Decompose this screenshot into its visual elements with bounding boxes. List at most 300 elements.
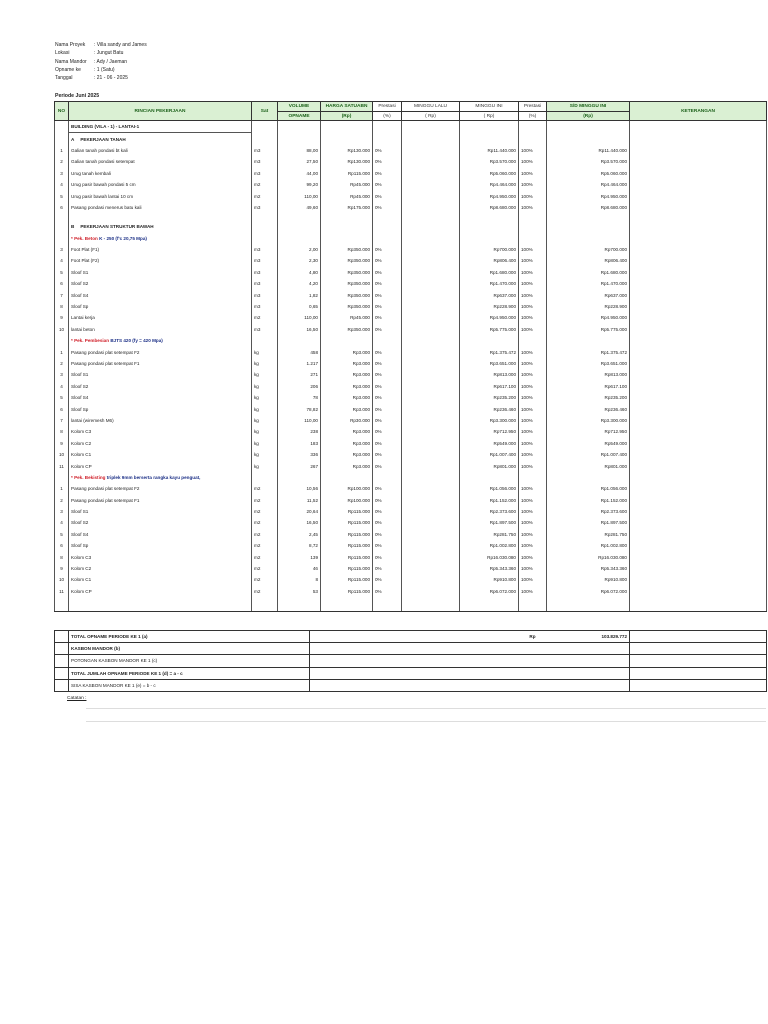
cell-ml [402, 312, 460, 323]
cell-mi: Rp1.470.000 [460, 278, 519, 289]
cell-desc: Urug pasir bawah lantai 10 cm [69, 190, 252, 201]
cell-desc: Sloof Sp [69, 301, 252, 312]
cell-p2: 100% [519, 574, 547, 585]
cell-p1: 0% [373, 495, 402, 506]
cell-harga: Rp3.000 [321, 346, 373, 357]
col-pct1-header: (%) [373, 112, 402, 121]
cell-mi: Rp281.750 [460, 529, 519, 540]
cell-no [55, 335, 69, 346]
info-value: : Jungut Batu [94, 50, 124, 57]
cell-desc: Sloof S2 [69, 278, 252, 289]
cell-mi [460, 233, 519, 244]
cell-sat: m2 [252, 179, 278, 190]
cell-mi: Rp806.400 [460, 255, 519, 266]
cell-sat: kg [252, 438, 278, 449]
building-title: BUILDING (VILA - 1) - LANTAI-1 [69, 121, 252, 133]
cell-ml [402, 517, 460, 528]
cell-sat: m2 [252, 190, 278, 201]
cell-p2 [519, 133, 547, 145]
summary-no [55, 679, 69, 691]
cell-p2: 100% [519, 156, 547, 167]
cell-sd: Rp235.200 [547, 392, 630, 403]
cell-ml [402, 179, 460, 190]
summary-no [55, 667, 69, 679]
cell-mi: Rp1.007.400 [460, 449, 519, 460]
cell-harga: Rp45.000 [321, 190, 373, 201]
cell-desc: Sloof Sp [69, 403, 252, 414]
cell-vol: 10,56 [278, 483, 321, 494]
cell-sd: Rp2.373.600 [547, 506, 630, 517]
col-keterangan-header: KETERANGAN [630, 102, 767, 121]
cell-harga: Rp3.000 [321, 449, 373, 460]
cell-sd: Rp5.775.000 [547, 324, 630, 335]
cell-desc: Sloof S1 [69, 267, 252, 278]
cell-desc: Sloof S4 [69, 289, 252, 300]
cell-mi: Rp637.000 [460, 289, 519, 300]
cell-sd: Rp6.072.000 [547, 586, 630, 597]
subsection-title [69, 335, 252, 346]
cell-p1: 0% [373, 506, 402, 517]
cell-p2: 100% [519, 381, 547, 392]
cell-desc [69, 213, 252, 221]
cell-no [55, 221, 69, 232]
notes-line-1 [86, 708, 766, 709]
cell-ket [630, 574, 767, 585]
table-row [55, 381, 767, 392]
cell-p2: 100% [519, 438, 547, 449]
cell-sat: m2 [252, 586, 278, 597]
cell-sat [252, 213, 278, 221]
cell-sd [547, 472, 630, 483]
cell-ket [630, 278, 767, 289]
table-row [55, 244, 767, 255]
cell-sd: Rp910.800 [547, 574, 630, 585]
cell-harga: Rp175.000 [321, 202, 373, 213]
cell-ml [402, 267, 460, 278]
cell-mi: Rp5.775.000 [460, 324, 519, 335]
col-rp2-header: ( Rp) [402, 112, 460, 121]
cell-sd: Rp1.007.400 [547, 449, 630, 460]
period-label: Periode Juni 2025 [55, 93, 100, 99]
cell-ml [402, 346, 460, 357]
table-row [55, 358, 767, 369]
cell-p1: 0% [373, 358, 402, 369]
cell-harga: Rp3.000 [321, 392, 373, 403]
cell-vol: 1.217 [278, 358, 321, 369]
cell-mi: Rp16.030.080 [460, 551, 519, 562]
opname-table [54, 101, 767, 612]
cell-ket [630, 133, 767, 145]
cell-no: 10 [55, 574, 69, 585]
cell-desc: lantai beton [69, 324, 252, 335]
subsection-red: * Pek. Pembesian [71, 338, 110, 344]
cell-mi: Rp228.900 [460, 301, 519, 312]
cell-mi: Rp813.000 [460, 369, 519, 380]
cell-p1: 0% [373, 168, 402, 179]
cell-vol: 238 [278, 426, 321, 437]
col-sd-header: S/D MINGGU INI [547, 102, 630, 112]
info-row [55, 74, 147, 82]
cell-ml [402, 233, 460, 244]
cell-ml [402, 168, 460, 179]
cell-mi: Rp2.373.600 [460, 506, 519, 517]
cell-ml [402, 426, 460, 437]
cell-p1: 0% [373, 278, 402, 289]
cell-sd: Rp8.680.000 [547, 202, 630, 213]
table-row [55, 301, 767, 312]
table-row [55, 179, 767, 190]
subsection-row [55, 233, 767, 244]
cell-p2: 100% [519, 426, 547, 437]
summary-no [55, 643, 69, 655]
cell-ml [402, 156, 460, 167]
cell-ket [630, 244, 767, 255]
cell-sat: kg [252, 392, 278, 403]
cell-p2: 100% [519, 179, 547, 190]
cell-no: 5 [55, 190, 69, 201]
cell-vol: 20,64 [278, 506, 321, 517]
cell-ket [630, 472, 767, 483]
cell-mi: Rp1.375.472 [460, 346, 519, 357]
cell-p2: 100% [519, 202, 547, 213]
summary-label: KASBON MANDOR (b) [69, 643, 310, 655]
table-row [55, 255, 767, 266]
cell-p2: 100% [519, 255, 547, 266]
cell-ket [630, 346, 767, 357]
cell-sd: Rp806.400 [547, 255, 630, 266]
cell-p2: 100% [519, 358, 547, 369]
cell-p2: 100% [519, 346, 547, 357]
cell-desc: Sloof S1 [69, 369, 252, 380]
cell-no: 5 [55, 529, 69, 540]
cell-p2: 100% [519, 415, 547, 426]
cell-p1: 0% [373, 563, 402, 574]
cell-mi [460, 472, 519, 483]
cell-ket [630, 415, 767, 426]
table-row [55, 551, 767, 562]
cell-vol: 53 [278, 586, 321, 597]
cell-p2: 100% [519, 506, 547, 517]
cell-no [55, 597, 69, 612]
cell-sat: m2 [252, 574, 278, 585]
cell-ml [402, 255, 460, 266]
cell-no: 5 [55, 392, 69, 403]
cell-no [55, 472, 69, 483]
cell-ket [630, 168, 767, 179]
cell-vol: 267 [278, 460, 321, 471]
cell-p1: 0% [373, 438, 402, 449]
section-title [69, 133, 252, 145]
cell-no: 11 [55, 586, 69, 597]
cell-vol: 44,00 [278, 168, 321, 179]
building-title-row [55, 121, 767, 133]
cell-desc: lantai (wiremesh M6) [69, 415, 252, 426]
cell-vol: 139 [278, 551, 321, 562]
cell-vol: 110,00 [278, 415, 321, 426]
cell-vol: 49,60 [278, 202, 321, 213]
cell-sd [547, 121, 630, 133]
summary-ket [630, 667, 767, 679]
cell-no: 3 [55, 369, 69, 380]
col-pct2-header: (%) [519, 112, 547, 121]
cell-p1: 0% [373, 551, 402, 562]
cell-mi: Rp5.343.360 [460, 563, 519, 574]
summary-ket [630, 643, 767, 655]
cell-p2: 100% [519, 289, 547, 300]
cell-desc: Kolom C2 [69, 563, 252, 574]
cell-sat: m3 [252, 289, 278, 300]
cell-p2: 100% [519, 145, 547, 156]
cell-harga: Rp3.000 [321, 426, 373, 437]
cell-no: 11 [55, 460, 69, 471]
cell-vol: 4,20 [278, 278, 321, 289]
cell-mi [460, 221, 519, 232]
cell-vol [278, 221, 321, 232]
cell-harga [321, 597, 373, 612]
cell-sd: Rp1.470.000 [547, 278, 630, 289]
cell-sd: Rp637.000 [547, 289, 630, 300]
cell-p2: 100% [519, 267, 547, 278]
col-volume-header: VOLUME [278, 102, 321, 112]
cell-p1 [373, 472, 402, 483]
cell-p1: 0% [373, 156, 402, 167]
cell-ml [402, 506, 460, 517]
cell-vol: 16,50 [278, 324, 321, 335]
cell-ket [630, 529, 767, 540]
info-row [55, 41, 147, 49]
cell-ket [630, 460, 767, 471]
cell-desc: Sloof Sp [69, 540, 252, 551]
cell-mi: Rp3.651.000 [460, 358, 519, 369]
cell-harga: Rp115.000 [321, 551, 373, 562]
cell-p2: 100% [519, 449, 547, 460]
cell-p1: 0% [373, 415, 402, 426]
cell-ml [402, 202, 460, 213]
col-opname-header: OPNAME [278, 112, 321, 121]
cell-harga [321, 133, 373, 145]
cell-sat: m3 [252, 156, 278, 167]
subsection-blue: K - 250 (f'c 20,75 Mpa) [97, 235, 147, 241]
notes-label: Catatan : [67, 696, 87, 701]
cell-vol: 110,00 [278, 312, 321, 323]
summary-rp [310, 643, 538, 655]
cell-sd [547, 133, 630, 145]
table-row [55, 156, 767, 167]
section-name: PEKERJAAN STRUKTUR BAWAH [80, 224, 154, 230]
cell-desc: Kolom C2 [69, 438, 252, 449]
cell-harga: Rp350.000 [321, 255, 373, 266]
cell-vol: 110,00 [278, 190, 321, 201]
table-row [55, 267, 767, 278]
cell-vol [278, 213, 321, 221]
cell-sat: m2 [252, 495, 278, 506]
cell-harga [321, 213, 373, 221]
cell-no: 4 [55, 517, 69, 528]
cell-ml [402, 392, 460, 403]
section-letter: A [71, 136, 75, 142]
cell-desc: Pasang pondasi plat setempat F2 [69, 346, 252, 357]
table-row [55, 483, 767, 494]
cell-p2: 100% [519, 369, 547, 380]
section-letter: B [71, 224, 75, 230]
cell-p2 [519, 472, 547, 483]
cell-ml [402, 190, 460, 201]
col-harga-header: HARGA SATUABN [321, 102, 373, 112]
cell-p1: 0% [373, 312, 402, 323]
cell-p2: 100% [519, 168, 547, 179]
cell-p1 [373, 597, 402, 612]
cell-mi: Rp1.152.000 [460, 495, 519, 506]
col-rincian-header: RINCIAN PEKERJAAN [69, 102, 252, 121]
cell-p2: 100% [519, 586, 547, 597]
table-row [55, 403, 767, 414]
cell-no: 6 [55, 278, 69, 289]
cell-no: 7 [55, 289, 69, 300]
cell-mi: Rp236.460 [460, 403, 519, 414]
cell-p1: 0% [373, 244, 402, 255]
table-end-row [55, 597, 767, 612]
cell-p1: 0% [373, 483, 402, 494]
cell-mi: Rp8.680.000 [460, 202, 519, 213]
cell-ml [402, 540, 460, 551]
cell-ket [630, 540, 767, 551]
cell-ml [402, 301, 460, 312]
cell-no: 8 [55, 426, 69, 437]
cell-sd: Rp1.152.000 [547, 495, 630, 506]
cell-harga: Rp350.000 [321, 301, 373, 312]
summary-table [54, 630, 767, 692]
col-rp4-header: (Rp) [547, 112, 630, 121]
cell-p1: 0% [373, 381, 402, 392]
cell-p2: 100% [519, 324, 547, 335]
cell-ml [402, 495, 460, 506]
cell-harga: Rp350.000 [321, 278, 373, 289]
cell-ket [630, 392, 767, 403]
cell-no: 6 [55, 403, 69, 414]
cell-sat: m3 [252, 202, 278, 213]
cell-ml [402, 529, 460, 540]
col-rp-header: (Rp) [321, 112, 373, 121]
cell-mi [460, 597, 519, 612]
cell-mi: Rp1.680.000 [460, 267, 519, 278]
cell-vol: 458 [278, 346, 321, 357]
summary-label: TOTAL OPNAME PERIODE KE 1 (a) [69, 631, 310, 643]
cell-p1: 0% [373, 255, 402, 266]
cell-vol: 88,00 [278, 145, 321, 156]
cell-harga: Rp115.000 [321, 574, 373, 585]
cell-harga: Rp45.000 [321, 179, 373, 190]
cell-sd: Rp700.000 [547, 244, 630, 255]
subsection-row [55, 335, 767, 346]
cell-sd [547, 221, 630, 232]
cell-p1: 0% [373, 267, 402, 278]
cell-sd: Rp5.060.000 [547, 168, 630, 179]
cell-desc: Kolom C1 [69, 574, 252, 585]
table-row [55, 574, 767, 585]
cell-sd: Rp1.056.000 [547, 483, 630, 494]
cell-sd: Rp617.100 [547, 381, 630, 392]
cell-mi: Rp1.002.800 [460, 540, 519, 551]
cell-sd [547, 335, 630, 346]
cell-sd: Rp712.950 [547, 426, 630, 437]
cell-no: 3 [55, 244, 69, 255]
cell-ml [402, 574, 460, 585]
cell-harga [321, 233, 373, 244]
cell-no [55, 121, 69, 133]
cell-sat: m2 [252, 483, 278, 494]
cell-mi: Rp1.897.500 [460, 517, 519, 528]
cell-sat: kg [252, 369, 278, 380]
cell-sat: m2 [252, 506, 278, 517]
col-sat-header: Sat [252, 102, 278, 121]
cell-sd [547, 597, 630, 612]
cell-no: 9 [55, 438, 69, 449]
cell-ket [630, 202, 767, 213]
cell-desc: Kolom CP [69, 460, 252, 471]
cell-ml [402, 145, 460, 156]
cell-p1: 0% [373, 460, 402, 471]
cell-p2: 100% [519, 278, 547, 289]
cell-sat: kg [252, 346, 278, 357]
cell-sd: Rp1.002.800 [547, 540, 630, 551]
cell-p2: 100% [519, 392, 547, 403]
cell-sd [547, 233, 630, 244]
cell-ml [402, 438, 460, 449]
cell-sd: Rp281.750 [547, 529, 630, 540]
cell-sd: Rp3.570.000 [547, 156, 630, 167]
cell-ket [630, 233, 767, 244]
cell-desc: Sloof S4 [69, 529, 252, 540]
cell-sat: m2 [252, 540, 278, 551]
cell-p2: 100% [519, 460, 547, 471]
cell-sat [252, 133, 278, 145]
table-row [55, 346, 767, 357]
cell-harga: Rp350.000 [321, 267, 373, 278]
cell-no: 9 [55, 563, 69, 574]
summary-value [538, 679, 630, 691]
cell-desc: Foot Plat (F2) [69, 255, 252, 266]
cell-ket [630, 449, 767, 460]
cell-vol [278, 133, 321, 145]
project-info [55, 41, 147, 82]
cell-vol [278, 335, 321, 346]
cell-sat: kg [252, 460, 278, 471]
cell-ket [630, 563, 767, 574]
cell-p2 [519, 335, 547, 346]
cell-mi [460, 133, 519, 145]
summary-row [55, 655, 767, 667]
cell-ml [402, 597, 460, 612]
summary-label: POTONGAN KASBON MANDOR KE 1 (c) [69, 655, 310, 667]
cell-sd [547, 213, 630, 221]
cell-p1: 0% [373, 301, 402, 312]
cell-harga: Rp3.000 [321, 460, 373, 471]
cell-p2 [519, 213, 547, 221]
cell-ket [630, 597, 767, 612]
info-label: Nama Proyek [55, 42, 86, 48]
cell-mi: Rp4.950.000 [460, 312, 519, 323]
cell-ml [402, 289, 460, 300]
cell-p2: 100% [519, 495, 547, 506]
cell-sd: Rp236.460 [547, 403, 630, 414]
table-row [55, 495, 767, 506]
cell-p1: 0% [373, 346, 402, 357]
cell-harga: Rp115.000 [321, 529, 373, 540]
cell-vol: 271 [278, 369, 321, 380]
cell-ket [630, 324, 767, 335]
notes-line-2 [86, 721, 766, 722]
cell-ket [630, 145, 767, 156]
